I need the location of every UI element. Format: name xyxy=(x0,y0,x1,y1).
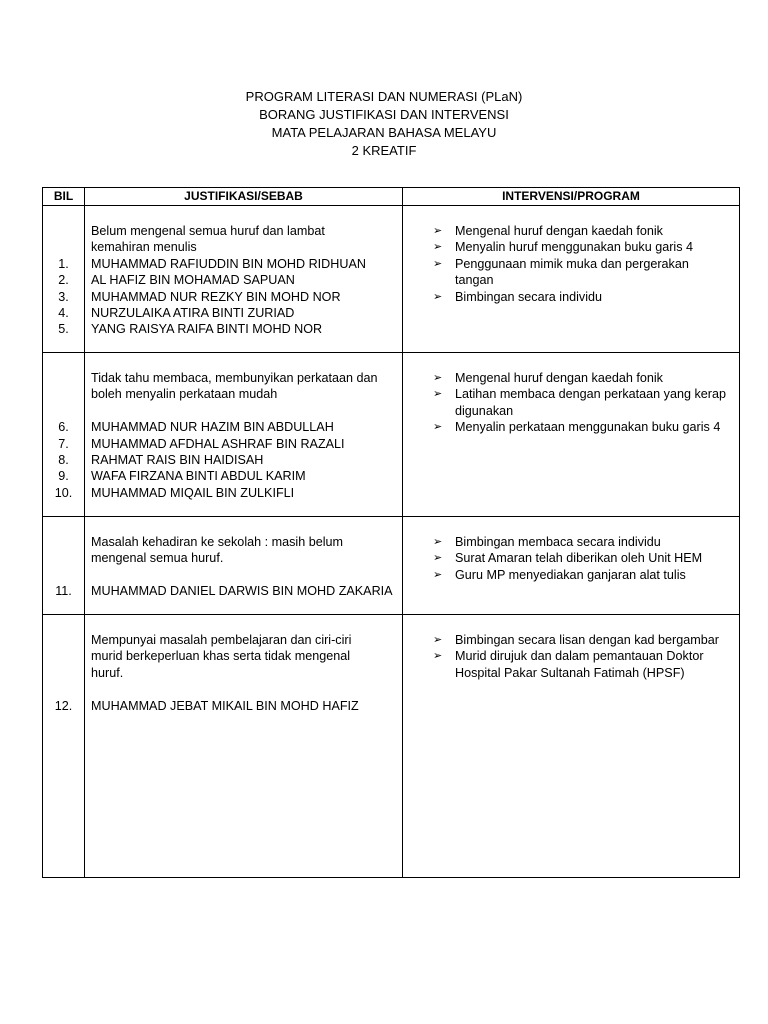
list-item: ➢ Mengenal huruf dengan kaedah fonik xyxy=(433,224,663,238)
student-name: MUHAMMAD MIQAIL BIN ZULKIFLI xyxy=(91,485,295,500)
table-row xyxy=(43,517,740,615)
table-header-row xyxy=(43,188,740,206)
arrow-bullet-icon: ➢ xyxy=(433,388,443,401)
intervention-cell xyxy=(403,206,740,353)
intervention-list xyxy=(403,223,739,305)
intervention-list xyxy=(403,534,739,583)
list-item: ➢ Bimbingan secara lisan dengan kad bergambar xyxy=(433,633,719,647)
reason-text: boleh menyalin perkataan mudah xyxy=(91,387,278,402)
justification-cell xyxy=(85,517,403,615)
table-row xyxy=(43,353,740,517)
list-item: ➢ Guru MP menyediakan ganjaran alat tulis xyxy=(433,567,686,582)
student-name: MUHAMMAD AFDHAL ASHRAF BIN RAZALI xyxy=(91,436,345,451)
justification-cell xyxy=(85,353,403,517)
arrow-bullet-icon: ➢ xyxy=(433,552,443,565)
reason-text: kemahiran menulis xyxy=(91,240,197,255)
reason-text: murid berkeperluan khas serta tidak mengenal xyxy=(91,649,351,664)
intervention-cell xyxy=(403,353,740,517)
list-item: ➢ Murid dirujuk dan dalam pemantauan Doktor Hospital Pakar Sultanah Fatimah (HPSF) xyxy=(433,649,704,680)
row-number: 4. xyxy=(58,305,69,320)
student-name: MUHAMMAD RAFIUDDIN BIN MOHD RIDHUAN xyxy=(91,256,366,271)
list-item: ➢ Bimbingan membaca secara individu xyxy=(433,535,661,549)
row-number: 6. xyxy=(58,420,69,435)
intervention-cell xyxy=(403,615,740,878)
row-number: 1. xyxy=(58,256,69,271)
table-row xyxy=(43,615,740,878)
document-header xyxy=(0,88,768,160)
column-header-justification: JUSTIFIKASI/SEBAB xyxy=(85,188,403,206)
intervention-list xyxy=(403,370,739,436)
student-name: WAFA FIRZANA BINTI ABDUL KARIM xyxy=(91,469,306,484)
student-name: MUHAMMAD JEBAT MIKAIL BIN MOHD HAFIZ xyxy=(91,698,359,713)
arrow-bullet-icon: ➢ xyxy=(433,257,443,270)
justification-cell xyxy=(85,615,403,878)
header-class: 2 KREATIF xyxy=(351,143,417,158)
reason-text: huruf. xyxy=(91,665,124,680)
arrow-bullet-icon: ➢ xyxy=(433,650,443,663)
row-number: 2. xyxy=(58,273,69,288)
student-name: MUHAMMAD NUR HAZIM BIN ABDULLAH xyxy=(91,420,334,435)
bil-cell xyxy=(43,517,85,615)
row-number: 12. xyxy=(54,698,73,713)
list-item: ➢ Latihan membaca dengan perkataan yang kerap digunakan xyxy=(433,387,726,418)
row-number: 11. xyxy=(55,584,72,599)
reason-text: Masalah kehadiran ke sekolah : masih belum xyxy=(91,535,344,549)
reason-text: Mempunyai masalah pembelajaran dan ciri-ciri xyxy=(91,633,352,647)
row-number: 8. xyxy=(58,452,69,467)
list-item: ➢ Mengenal huruf dengan kaedah fonik xyxy=(433,371,663,385)
arrow-bullet-icon: ➢ xyxy=(433,536,443,548)
reason-text: Belum mengenal semua huruf dan lambat xyxy=(91,224,325,238)
column-header-intervention: INTERVENSI/PROGRAM xyxy=(403,188,740,206)
list-item: ➢ Surat Amaran telah diberikan oleh Unit HEM xyxy=(433,551,703,566)
list-item: ➢ Menyalin perkataan menggunakan buku garis 4 xyxy=(433,420,721,435)
arrow-bullet-icon: ➢ xyxy=(433,634,443,646)
intervention-list xyxy=(403,632,739,681)
row-number: 10. xyxy=(54,485,73,500)
student-name: RAHMAT RAIS BIN HAIDISAH xyxy=(91,452,264,467)
list-item: ➢ Bimbingan secara individu xyxy=(433,289,603,304)
arrow-bullet-icon: ➢ xyxy=(433,421,443,434)
student-name: NURZULAIKA ATIRA BINTI ZURIAD xyxy=(91,305,295,320)
student-name: MUHAMMAD DANIEL DARWIS BIN MOHD ZAKARIA xyxy=(91,584,393,599)
student-name: AL HAFIZ BIN MOHAMAD SAPUAN xyxy=(91,273,295,288)
header-form-title: BORANG JUSTIFIKASI DAN INTERVENSI xyxy=(259,107,509,122)
column-header-bil: BIL xyxy=(43,188,85,206)
student-name: YANG RAISYA RAIFA BINTI MOHD NOR xyxy=(91,322,323,337)
row-number: 9. xyxy=(58,469,69,484)
arrow-bullet-icon: ➢ xyxy=(433,372,443,384)
row-number: 3. xyxy=(58,289,69,304)
arrow-bullet-icon: ➢ xyxy=(433,225,443,237)
bil-cell xyxy=(43,206,85,353)
arrow-bullet-icon: ➢ xyxy=(433,290,443,303)
list-item: ➢ Penggunaan mimik muka dan pergerakan tangan xyxy=(433,256,689,288)
row-number: 5. xyxy=(58,322,69,337)
justification-cell xyxy=(85,206,403,353)
intervention-cell xyxy=(403,517,740,615)
student-name: MUHAMMAD NUR REZKY BIN MOHD NOR xyxy=(91,289,341,304)
row-number: 7. xyxy=(58,436,69,451)
arrow-bullet-icon: ➢ xyxy=(433,568,443,581)
arrow-bullet-icon: ➢ xyxy=(433,241,443,254)
reason-text: Tidak tahu membaca, membunyikan perkataan dan xyxy=(91,371,378,385)
reason-text: mengenal semua huruf. xyxy=(91,551,224,566)
justification-table xyxy=(42,187,740,878)
header-subject: MATA PELAJARAN BAHASA MELAYU xyxy=(271,125,497,140)
list-item: ➢ Menyalin huruf menggunakan buku garis 4 xyxy=(433,240,694,255)
bil-cell xyxy=(43,353,85,517)
bil-cell xyxy=(43,615,85,878)
table-row xyxy=(43,206,740,353)
header-program-title: PROGRAM LITERASI DAN NUMERASI (PLaN) xyxy=(245,89,523,104)
